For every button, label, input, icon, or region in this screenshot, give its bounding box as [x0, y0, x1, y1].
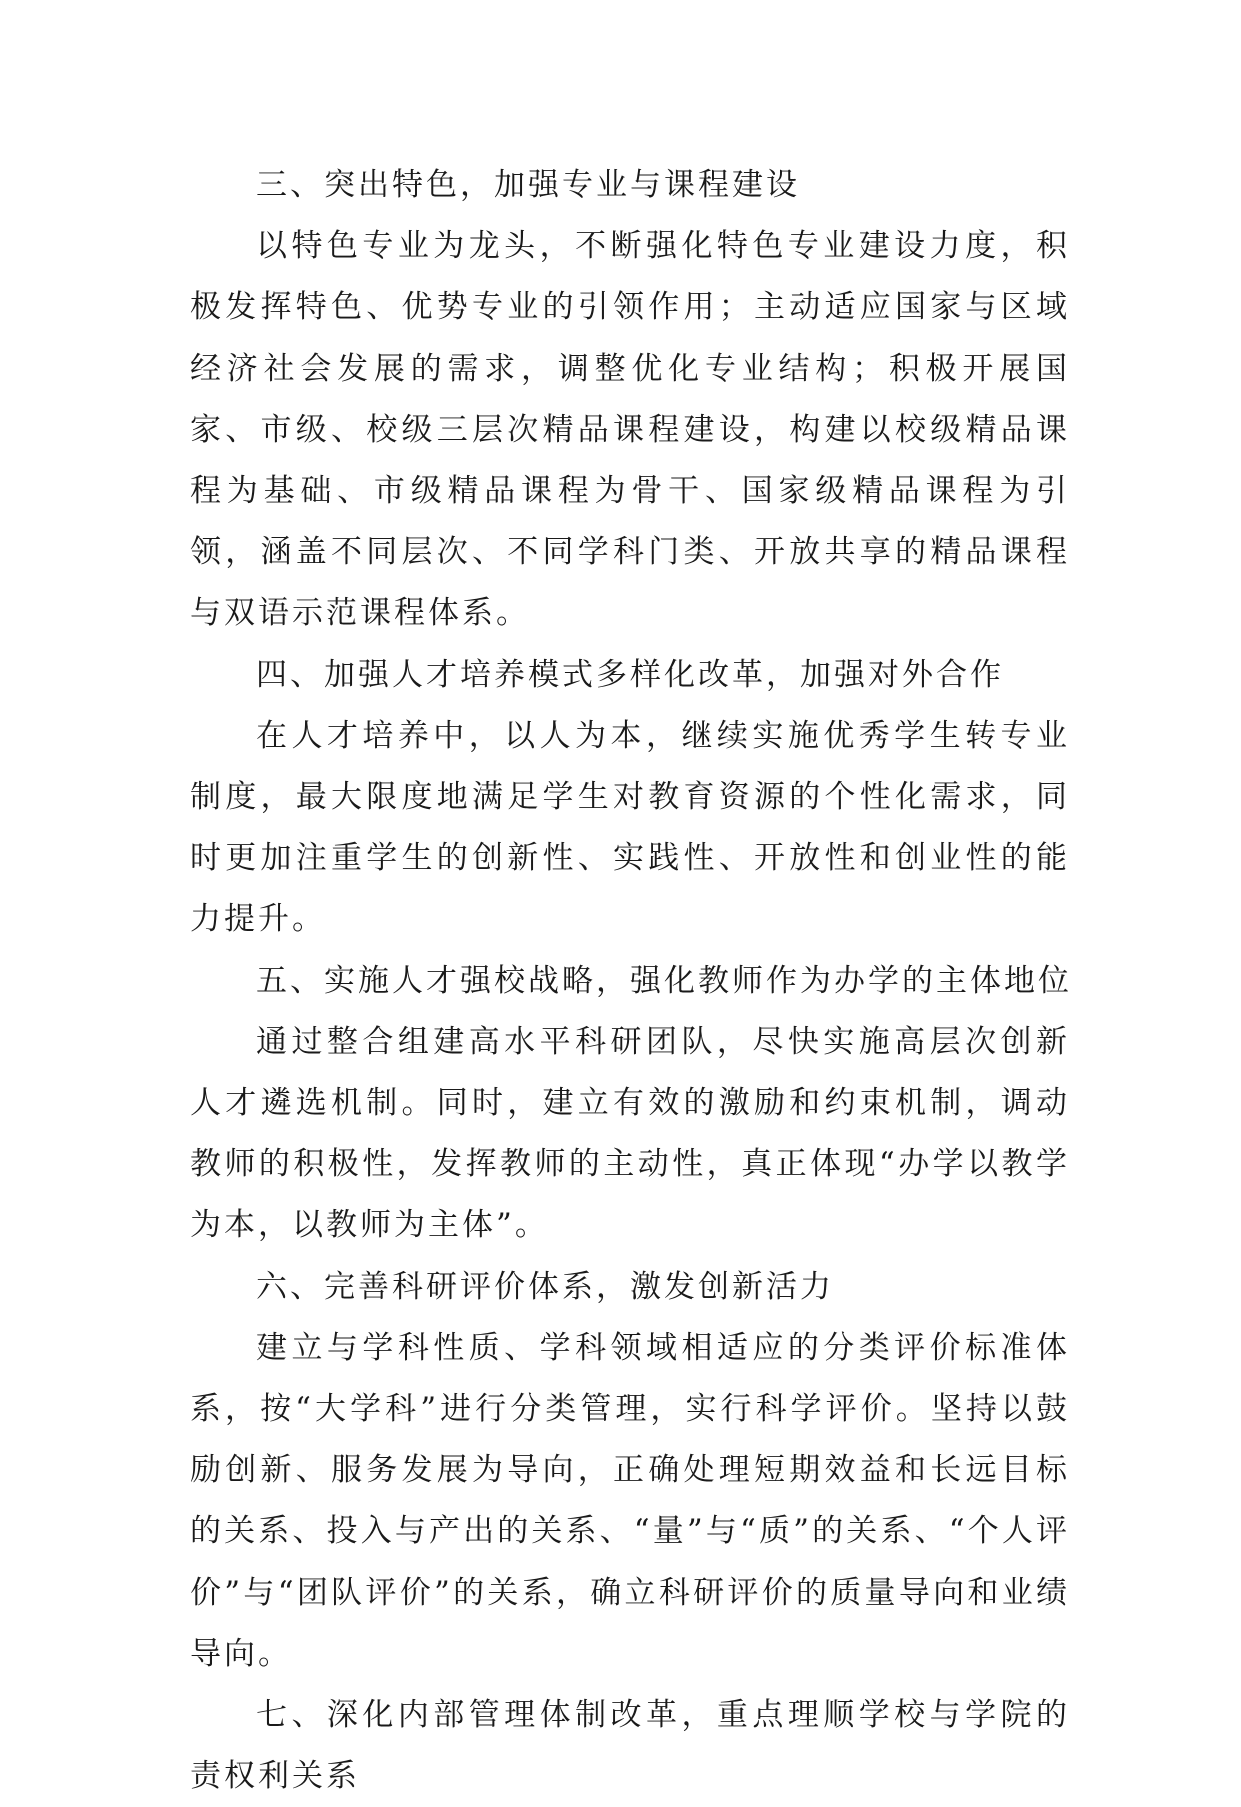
section-paragraph-4: 在人才培养中，以人为本，继续实施优秀学生转专业制度，最大限度地满足学生对教育资源的个性化需求，同时更加注重学生的创新性、实践性、开放性和创业性的能力提升。: [190, 717, 1070, 938]
section-heading-5: 五、实施人才强校战略，强化教师作为办学的主体地位: [256, 962, 1072, 999]
section-heading-4: 四、加强人才培养模式多样化改革，加强对外合作: [256, 656, 1004, 693]
section-paragraph-6: 建立与学科性质、学科领域相适应的分类评价标准体系，按“大学科”进行分类管理，实行科学评价。坚持以鼓励创新、服务发展为导向，正确处理短期效益和长远目标的关系、投入与产出的关系、“量”与“质”的关系、“个人评价”与“团队评价”的关系，确立科研评价的质量导向和业绩导向。: [190, 1329, 1070, 1672]
section-heading-7: 七、深化内部管理体制改革，重点理顺学校与学院的责权利关系: [190, 1697, 1070, 1795]
section-heading-6: 六、完善科研评价体系，激发创新活力: [256, 1268, 834, 1305]
document-body: [190, 155, 1070, 1807]
section-paragraph-5: 通过整合组建高水平科研团队，尽快实施高层次创新人才遴选机制。同时，建立有效的激励和约束机制，调动教师的积极性，发挥教师的主动性，真正体现“办学以教学为本，以教师为主体”。: [190, 1023, 1070, 1244]
section-paragraph-3: 以特色专业为龙头，不断强化特色专业建设力度，积极发挥特色、优势专业的引领作用；主动适应国家与区域经济社会发展的需求，调整优化专业结构；积极开展国家、市级、校级三层次精品课程建设，构建以校级精品课程为基础、市级精品课程为骨干、国家级精品课程为引领，涵盖不同层次、不同学科门类、开放共享的精品课程与双语示范课程体系。: [190, 228, 1070, 632]
section-heading-3: 三、突出特色，加强专业与课程建设: [256, 167, 800, 203]
